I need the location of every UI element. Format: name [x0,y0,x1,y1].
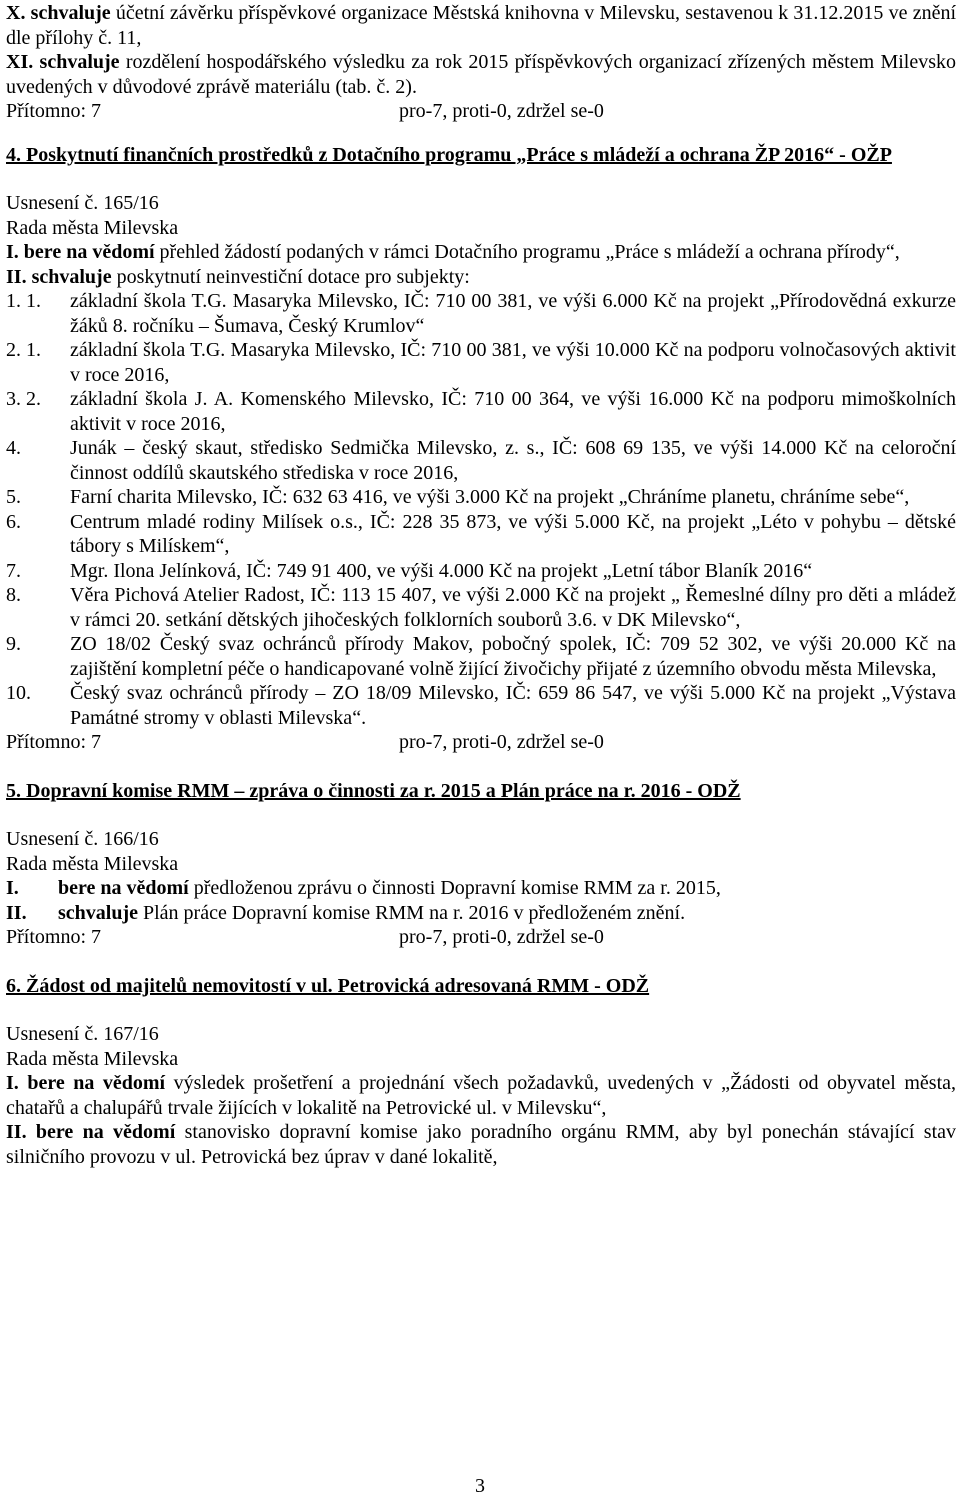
list-item [6,510,956,559]
list-item [6,559,956,584]
point-label: II. [6,901,27,924]
point-label: XI. [6,51,34,73]
resolution-point-i [6,876,956,901]
list-item-number: 6. [6,510,21,533]
list-item-number: 8. [6,584,21,606]
point-verb: schvaluje [39,51,120,73]
section-heading-4: 4. Poskytnutí finančních prostředků z Dotačního programu „Práce s mládeží a ochrana ŽP 2016“ - OŽP [6,143,892,166]
present-count: Přítomno: 7 [6,731,102,753]
resolution-point-i [6,1071,956,1120]
list-item-text: základní škola T.G. Masaryka Milevsko, IČ: 710 00 381, ve výši 10.000 Kč na podporu volnočasových aktivit v roce 2016, [70,339,956,386]
resolution-number: Usnesení č. 165/16 [6,192,159,214]
vote-result: pro-7, proti-0, zdržel se-0 [399,100,604,122]
vote-line [6,730,956,755]
point-verb: bere na vědomí [58,877,189,899]
list-item-text: Český svaz ochránců přírody – ZO 18/09 Milevsko, IČ: 659 86 547, ve výši 5.000 Kč na projekt „Výstava Památné stromy v oblasti Milevska“. [70,682,956,729]
point-verb: schvaluje [31,265,112,288]
list-item-number: 5. [6,486,21,508]
vote-result: pro-7, proti-0, zdržel se-0 [399,926,604,948]
grant-list [6,289,956,730]
list-item-number: 7. [6,559,21,582]
section-heading-5: 5. Dopravní komise RMM – zpráva o činnosti za r. 2015 a Plán práce na r. 2016 - ODŽ [6,779,741,802]
resolution-point-ii [6,265,956,290]
council-name: Rada města Milevska [6,852,179,875]
list-item-text: Farní charita Milevsko, IČ: 632 63 416, ve výši 3.000 Kč na projekt „Chráníme planetu, chráníme sebe“, [70,486,910,508]
section-heading-6: 6. Žádost od majitelů nemovitostí v ul. Petrovická adresovaná RMM - ODŽ [6,974,650,997]
point-text: Plán práce Dopravní komise RMM na r. 2016 v předloženém znění. [143,901,686,924]
point-text: výsledek prošetření a projednání všech požadavků, uvedených v „Žádosti od obyvatel města, chatařů a chalupářů trvale žijících v lokalitě na Petrovické ul. v Milevsku“, [6,1072,957,1119]
list-item-text: ZO 18/02 Český svaz ochránců přírody Makov, pobočný spolek, IČ: 709 52 302, ve výši 20.000 Kč na zajištění kompletní péče o handicapované volně žijící živočichy přijaté z územního obvodu města Milevska, [70,633,956,680]
list-item-text: Centrum mladé rodiny Milísek o.s., IČ: 228 35 873, ve výši 5.000 Kč, na projekt „Léto v pohybu – dětské tábory s Milískem“, [70,510,956,557]
list-item [6,632,956,681]
point-label: X. [6,2,26,24]
point-text: rozdělení hospodářského výsledku za rok 2015 příspěvkových organizací zřízených městem Milevsko uvedených v důvodové zprávě materiálu (tab. č. 2). [6,51,957,98]
list-item [6,485,956,510]
point-text: účetní závěrku příspěvkové organizace Městská knihovna v Milevsku, sestavenou k 31.12.2015 ve znění dle přílohy č. 11, [6,2,957,49]
council-name: Rada města Milevska [6,216,179,239]
resolution-point-ii [6,1120,956,1169]
point-verb: schvaluje [30,2,111,24]
present-count: Přítomno: 7 [6,926,102,948]
resolution-number: Usnesení č. 166/16 [6,828,159,850]
resolution-point-i [6,240,956,265]
list-item-number: 1. 1. [6,290,41,312]
point-text: poskytnutí neinvestiční dotace pro subjekty: [116,265,470,288]
list-item-number: 4. [6,437,21,459]
point-text: přehled žádostí podaných v rámci Dotačního programu „Práce s mládeží a ochrana přírody“, [159,241,900,263]
resolution-point-xi [6,50,956,99]
page-number: 3 [475,1475,485,1497]
list-item-number: 10. [6,682,31,704]
resolution-point-x [6,1,956,50]
point-text: předloženou zprávu o činnosti Dopravní komise RMM za r. 2015, [193,877,721,899]
list-item-text: základní škola T.G. Masaryka Milevsko, IČ: 710 00 381, ve výši 6.000 Kč na projekt „Přírodovědná exkurze žáků 8. ročníku – Šumava, Český Krumlov“ [70,290,956,337]
point-verb: bere na vědomí [27,1072,166,1094]
point-verb: bere na vědomí [35,1121,176,1143]
list-item [6,289,956,338]
list-item [6,387,956,436]
resolution-point-ii [6,901,956,926]
list-item [6,338,956,387]
vote-result: pro-7, proti-0, zdržel se-0 [399,731,604,753]
point-label: II. [6,265,27,288]
point-label: I. [6,1072,19,1094]
vote-line [6,925,956,950]
point-verb: schvaluje [58,901,138,924]
list-item-text: Junák – český skaut, středisko Sedmička Milevsko, z. s., IČ: 608 69 135, ve výši 14.000 Kč na celoroční činnost oddílů skautského střediska v roce 2016, [70,437,956,484]
list-item-text: Věra Pichová Atelier Radost, IČ: 113 15 407, ve výši 2.000 Kč na projekt „ Řemeslné dílny pro děti a mládež v rámci 20. setkání dětských jihočeských folklorních souborů 3.6. v DK Milevsko“, [70,584,956,631]
vote-line [6,99,956,124]
point-label: I. [6,241,19,263]
point-text: stanovisko dopravní komise jako poradního orgánu RMM, aby byl ponechán stávající stav silničního provozu v ul. Petrovická bez úprav v dané lokalitě, [6,1121,957,1168]
list-item-text: základní škola J. A. Komenského Milevsko, IČ: 710 00 364, ve výši 16.000 Kč na podporu mimoškolních aktivit v roce 2016, [70,388,956,435]
point-verb: bere na vědomí [23,241,155,263]
list-item-number: 9. [6,633,21,655]
point-label: I. [6,877,19,899]
list-item-text: Mgr. Ilona Jelínková, IČ: 749 91 400, ve výši 4.000 Kč na projekt „Letní tábor Blaník 2016“ [70,559,813,582]
resolution-number: Usnesení č. 167/16 [6,1023,159,1045]
point-label: II. [6,1121,27,1143]
council-name: Rada města Milevska [6,1047,179,1070]
list-item-number: 3. 2. [6,388,41,410]
list-item [6,436,956,485]
list-item-number: 2. 1. [6,339,41,361]
list-item [6,681,956,730]
list-item [6,583,956,632]
present-count: Přítomno: 7 [6,100,102,122]
